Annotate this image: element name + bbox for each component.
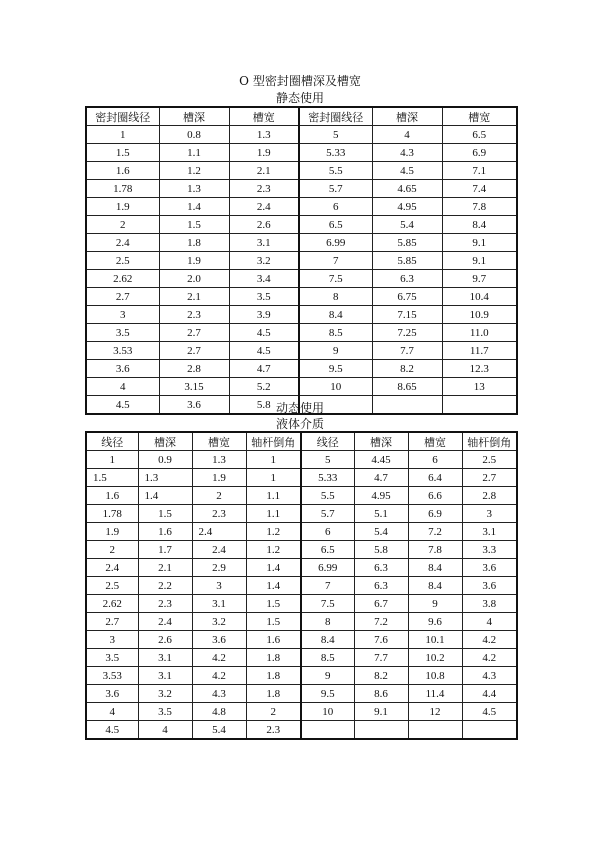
table-cell: 3.2 (192, 613, 246, 631)
table-row (86, 667, 517, 685)
table-cell: 1.6 (86, 162, 159, 180)
table-cell: 9.5 (301, 685, 354, 703)
table-cell: 2.4 (86, 559, 138, 577)
table-cell: 5.7 (299, 180, 372, 198)
table-cell: 2.4 (138, 613, 192, 631)
table-cell: 6.99 (301, 559, 354, 577)
table-cell: 12.3 (442, 360, 517, 378)
table-cell: 3 (192, 577, 246, 595)
table-cell: 10.4 (442, 288, 517, 306)
table-cell: 4.5 (229, 342, 299, 360)
table-cell: 1.6 (138, 523, 192, 541)
table-cell: 7.5 (301, 595, 354, 613)
table-row (86, 595, 517, 613)
table-cell: 9.1 (442, 252, 517, 270)
table-cell: 8.2 (372, 360, 442, 378)
table-cell: 3.8 (462, 595, 517, 613)
table-cell: 2.4 (86, 234, 159, 252)
table-cell: 3.3 (462, 541, 517, 559)
table-cell: 1.2 (246, 523, 301, 541)
table-cell: 7.25 (372, 324, 442, 342)
table-cell: 3.1 (138, 667, 192, 685)
table-cell: 1.6 (86, 487, 138, 505)
table-cell: 7 (299, 252, 372, 270)
table-cell: 3.2 (138, 685, 192, 703)
table-row (86, 487, 517, 505)
table-row (86, 541, 517, 559)
table-cell: 4.5 (372, 162, 442, 180)
table-cell: 3.2 (229, 252, 299, 270)
table-cell: 1.5 (86, 144, 159, 162)
table-cell: 4.3 (372, 144, 442, 162)
table-cell: 3.53 (86, 667, 138, 685)
table-cell: 3.4 (229, 270, 299, 288)
table-row (86, 577, 517, 595)
table-cell: 1.5 (246, 613, 301, 631)
column-header: 槽深 (159, 107, 229, 126)
table-cell: 5.8 (354, 541, 408, 559)
table-cell: 6 (299, 198, 372, 216)
table-cell: 3.5 (86, 324, 159, 342)
table-cell: 1.4 (246, 577, 301, 595)
table-cell: 9 (301, 667, 354, 685)
table-cell: 2.8 (462, 487, 517, 505)
table-cell: 5.1 (354, 505, 408, 523)
table-row (86, 126, 517, 144)
column-header: 线径 (301, 432, 354, 451)
table-cell: 5.33 (301, 469, 354, 487)
table-cell: 1.1 (159, 144, 229, 162)
table-cell: 2.7 (159, 324, 229, 342)
table-cell: 9 (408, 595, 462, 613)
column-header: 槽宽 (192, 432, 246, 451)
table-cell: 6.5 (442, 126, 517, 144)
table-cell: 2.0 (159, 270, 229, 288)
static-table-title: O 型密封圈槽深及槽宽 (239, 74, 361, 88)
table-cell: 5.8 (229, 396, 299, 415)
table-cell: 1.3 (192, 451, 246, 469)
table-row (86, 559, 517, 577)
table-row (86, 649, 517, 667)
table-cell: 6.4 (408, 469, 462, 487)
table-cell: 5 (299, 126, 372, 144)
table-cell: 10 (301, 703, 354, 721)
table-cell: 7.7 (372, 342, 442, 360)
table-cell: 2.1 (159, 288, 229, 306)
table-cell: 6.75 (372, 288, 442, 306)
table-cell: 4.3 (192, 685, 246, 703)
table-cell: 2.5 (86, 577, 138, 595)
table-cell: 1.8 (246, 667, 301, 685)
table-cell: 8.4 (301, 631, 354, 649)
table-cell: 4.2 (192, 667, 246, 685)
table-cell: 6.3 (372, 270, 442, 288)
dynamic-groove-table (85, 431, 518, 740)
static-table-subtitle: 静态使用 (275, 91, 324, 105)
table-cell: 1.3 (229, 126, 299, 144)
table-cell: 3 (462, 505, 517, 523)
table-cell: 4.7 (354, 469, 408, 487)
table-cell: 3.6 (86, 685, 138, 703)
table-cell (354, 721, 408, 740)
table-cell: 6.99 (299, 234, 372, 252)
table-cell: 5 (301, 451, 354, 469)
table-cell: 2.3 (229, 180, 299, 198)
column-header: 槽深 (138, 432, 192, 451)
table-row (86, 162, 517, 180)
table-cell: 3 (86, 306, 159, 324)
table-row (86, 324, 517, 342)
table-cell: 12 (408, 703, 462, 721)
table-cell: 1.78 (86, 505, 138, 523)
table-cell: 0.8 (159, 126, 229, 144)
table-cell: 4.65 (372, 180, 442, 198)
table-cell: 9.6 (408, 613, 462, 631)
table-cell: 2.3 (138, 595, 192, 613)
table-cell: 5.5 (299, 162, 372, 180)
column-header: 轴杆倒角 (462, 432, 517, 451)
table-cell: 2.6 (138, 631, 192, 649)
table-row (86, 180, 517, 198)
table-cell: 8.2 (354, 667, 408, 685)
table-cell: 6 (301, 523, 354, 541)
table-cell: 4 (86, 703, 138, 721)
table-cell: 3.1 (229, 234, 299, 252)
table-cell: 3.9 (229, 306, 299, 324)
table-cell: 2.4 (192, 541, 246, 559)
table-cell: 7.15 (372, 306, 442, 324)
table-cell: 7.5 (299, 270, 372, 288)
table-row (86, 288, 517, 306)
table-cell: 3.5 (229, 288, 299, 306)
table-cell: 2 (192, 487, 246, 505)
table-cell: 4.95 (372, 198, 442, 216)
table-cell: 8.4 (408, 559, 462, 577)
column-header: 槽深 (354, 432, 408, 451)
table-cell: 2.5 (462, 451, 517, 469)
table-cell: 4.4 (462, 685, 517, 703)
header-row (86, 107, 517, 126)
table-row (86, 505, 517, 523)
table-row (86, 451, 517, 469)
column-header: 槽宽 (229, 107, 299, 126)
table-cell: 7.6 (354, 631, 408, 649)
header-row (86, 432, 517, 451)
table-cell: 4 (462, 613, 517, 631)
table-cell: 1.6 (246, 631, 301, 649)
table-cell: 8.4 (408, 577, 462, 595)
table-cell: 2.62 (86, 270, 159, 288)
column-header: 槽宽 (408, 432, 462, 451)
table-cell: 2.4 (192, 523, 246, 541)
table-cell: 1.5 (159, 216, 229, 234)
table-cell: 1 (86, 126, 159, 144)
table-cell: 5.4 (354, 523, 408, 541)
table-cell: 3.6 (159, 396, 229, 415)
table-cell: 3.1 (192, 595, 246, 613)
table-cell: 4.45 (354, 451, 408, 469)
column-header: 密封圈线径 (299, 107, 372, 126)
table-cell: 2.7 (159, 342, 229, 360)
table-cell: 10 (299, 378, 372, 396)
table-cell: 4.5 (86, 396, 159, 415)
table-cell: 1.8 (159, 234, 229, 252)
table-cell: 1.9 (86, 523, 138, 541)
table-cell: 4.7 (229, 360, 299, 378)
table-cell: 2.5 (86, 252, 159, 270)
table-row (86, 631, 517, 649)
table-row (86, 613, 517, 631)
table-cell: 2.62 (86, 595, 138, 613)
table-cell: 2.3 (159, 306, 229, 324)
table-cell: 2.1 (138, 559, 192, 577)
table-row (86, 342, 517, 360)
table-row (86, 685, 517, 703)
table-cell: 7.7 (354, 649, 408, 667)
table-cell: 1.5 (138, 505, 192, 523)
table-cell: 4.5 (86, 721, 138, 740)
table-cell: 3.5 (138, 703, 192, 721)
table-cell: 3 (86, 631, 138, 649)
table-cell: 5.33 (299, 144, 372, 162)
table-cell: 2.3 (192, 505, 246, 523)
table-cell: 1.9 (86, 198, 159, 216)
column-header: 轴杆倒角 (246, 432, 301, 451)
table-row (86, 252, 517, 270)
table-cell: 3.15 (159, 378, 229, 396)
table-cell: 11.0 (442, 324, 517, 342)
table-cell: 4.5 (229, 324, 299, 342)
table-cell: 5.85 (372, 252, 442, 270)
table-cell: 2 (86, 541, 138, 559)
table-cell: 6.3 (354, 577, 408, 595)
table-cell: 5.4 (372, 216, 442, 234)
table-row (86, 234, 517, 252)
table-cell: 1 (246, 469, 301, 487)
table-cell (301, 721, 354, 740)
table-cell: 1.5 (86, 469, 138, 487)
table-cell: 10.2 (408, 649, 462, 667)
table-cell: 8.4 (299, 306, 372, 324)
table-cell: 2.8 (159, 360, 229, 378)
table-cell (408, 721, 462, 740)
table-cell: 6.7 (354, 595, 408, 613)
table-cell: 6 (408, 451, 462, 469)
table-cell: 5.85 (372, 234, 442, 252)
table-cell: 1.4 (138, 487, 192, 505)
table-cell: 6.5 (301, 541, 354, 559)
table-cell: 8.5 (299, 324, 372, 342)
table-cell: 7.2 (354, 613, 408, 631)
table-cell: 10.9 (442, 306, 517, 324)
table-cell: 4.2 (192, 649, 246, 667)
table-cell: 2.7 (86, 288, 159, 306)
table-cell: 4.8 (192, 703, 246, 721)
table-cell: 4 (138, 721, 192, 740)
table-cell: 4.2 (462, 649, 517, 667)
table-row (86, 270, 517, 288)
table-cell: 7.8 (408, 541, 462, 559)
table-row (86, 216, 517, 234)
table-cell: 9.7 (442, 270, 517, 288)
table-row (86, 198, 517, 216)
table-cell: 4 (86, 378, 159, 396)
table-cell: 2.9 (192, 559, 246, 577)
table-cell: 4.3 (462, 667, 517, 685)
table-cell: 2.6 (229, 216, 299, 234)
table-cell: 3.1 (138, 649, 192, 667)
table-cell: 3.6 (462, 577, 517, 595)
table-cell: 9.1 (354, 703, 408, 721)
table-cell: 2.7 (86, 613, 138, 631)
table-cell: 8.65 (372, 378, 442, 396)
table-cell: 10.1 (408, 631, 462, 649)
table-cell: 2.3 (246, 721, 301, 740)
table-cell: 10.8 (408, 667, 462, 685)
table-cell: 1.8 (246, 649, 301, 667)
table-cell: 7 (301, 577, 354, 595)
table-cell: 9.5 (299, 360, 372, 378)
table-cell: 2.1 (229, 162, 299, 180)
table-cell: 1.1 (246, 505, 301, 523)
table-cell: 5.5 (301, 487, 354, 505)
table-row (86, 378, 517, 396)
table-row (86, 703, 517, 721)
table-cell: 1.9 (192, 469, 246, 487)
table-cell: 1.3 (159, 180, 229, 198)
table-cell: 4.5 (462, 703, 517, 721)
table-cell: 1 (86, 451, 138, 469)
table-cell: 4.95 (354, 487, 408, 505)
table-cell: 7.2 (408, 523, 462, 541)
table-cell: 4.2 (462, 631, 517, 649)
table-row (86, 721, 517, 740)
table-cell: 11.7 (442, 342, 517, 360)
table-cell: 3.6 (86, 360, 159, 378)
table-row (86, 469, 517, 487)
table-cell: 1.9 (159, 252, 229, 270)
table-cell: 2.7 (462, 469, 517, 487)
table-cell: 1.2 (246, 541, 301, 559)
column-header: 槽宽 (442, 107, 517, 126)
table-cell: 8.4 (442, 216, 517, 234)
table-cell: 8 (299, 288, 372, 306)
table-cell: 6.6 (408, 487, 462, 505)
table-cell: 1.5 (246, 595, 301, 613)
table-cell: 1.2 (159, 162, 229, 180)
table-cell: 1 (246, 451, 301, 469)
table-cell (462, 721, 517, 740)
table-cell: 1.4 (246, 559, 301, 577)
table-cell: 4 (372, 126, 442, 144)
table-row (86, 144, 517, 162)
table-cell: 7.8 (442, 198, 517, 216)
column-header: 密封圈线径 (86, 107, 159, 126)
table-cell: 3.1 (462, 523, 517, 541)
static-groove-table (85, 106, 518, 415)
table-cell: 6.9 (442, 144, 517, 162)
table-cell: 1.9 (229, 144, 299, 162)
table-cell: 8.5 (301, 649, 354, 667)
table-cell: 8.6 (354, 685, 408, 703)
table-cell: 5.7 (301, 505, 354, 523)
table-cell: 7.4 (442, 180, 517, 198)
table-cell: 2.4 (229, 198, 299, 216)
table-cell: 3.6 (462, 559, 517, 577)
table-cell: 7.1 (442, 162, 517, 180)
table-cell: 11.4 (408, 685, 462, 703)
table-cell: 1.1 (246, 487, 301, 505)
table-row (86, 360, 517, 378)
table-cell: 2 (86, 216, 159, 234)
table-cell: 1.78 (86, 180, 159, 198)
column-header: 槽深 (372, 107, 442, 126)
table-cell: 6.9 (408, 505, 462, 523)
table-row (86, 306, 517, 324)
table-cell: 5.2 (229, 378, 299, 396)
table-cell: 1.4 (159, 198, 229, 216)
table-cell: 5.4 (192, 721, 246, 740)
table-cell: 6.3 (354, 559, 408, 577)
table-cell: 9 (299, 342, 372, 360)
table-cell: 13 (442, 378, 517, 396)
dynamic-table-subtitle: 液体介质 (275, 417, 324, 431)
table-cell: 8 (301, 613, 354, 631)
table-cell: 3.6 (192, 631, 246, 649)
table-cell: 9.1 (442, 234, 517, 252)
table-cell: 6.5 (299, 216, 372, 234)
table-row (86, 523, 517, 541)
table-cell: 1.7 (138, 541, 192, 559)
table-cell: 1.8 (246, 685, 301, 703)
table-cell: 2.2 (138, 577, 192, 595)
column-header: 线径 (86, 432, 138, 451)
table-cell: 0.9 (138, 451, 192, 469)
table-cell: 3.5 (86, 649, 138, 667)
dynamic-table-title: 动态使用 (275, 401, 324, 415)
table-cell: 1.3 (138, 469, 192, 487)
table-cell: 2 (246, 703, 301, 721)
table-cell: 3.53 (86, 342, 159, 360)
